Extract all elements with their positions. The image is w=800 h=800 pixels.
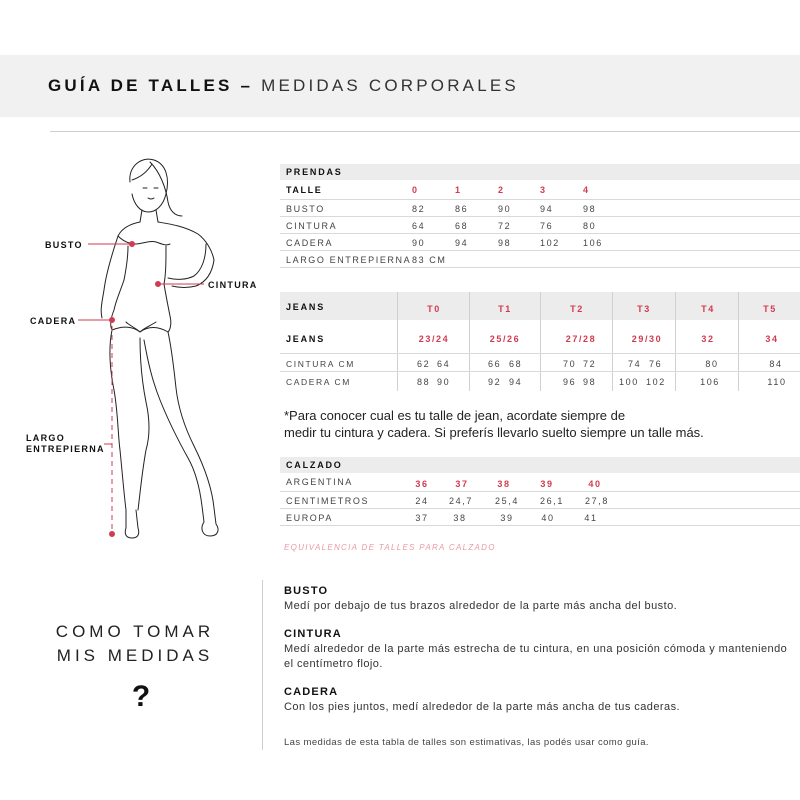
measure-title-cintura: CINTURA xyxy=(284,628,342,640)
prendas-cell: 90 xyxy=(412,238,426,248)
column-divider xyxy=(612,292,613,391)
prendas-cell: 68 xyxy=(455,221,469,231)
calzado-size: 39 xyxy=(540,479,554,489)
jeans-cell: 76 xyxy=(649,359,663,369)
vertical-divider xyxy=(262,580,263,750)
calzado-cell: 24 xyxy=(415,496,429,506)
jeans-cell: 68 xyxy=(509,359,523,369)
jeans-size: T2 xyxy=(570,304,584,314)
question-mark-icon: ? xyxy=(131,680,151,713)
measure-text-cintura: Medí alrededor de la parte más estrecha de tu cintura, en una posición cómoda y manteniendo el centímetro flojo. xyxy=(284,643,788,670)
prendas-cell: 72 xyxy=(498,221,512,231)
calzado-cell: 25,4 xyxy=(495,496,519,506)
label-cintura: CINTURA xyxy=(208,280,258,290)
jeans-value: 34 xyxy=(765,334,779,344)
jeans-cell: 88 xyxy=(417,377,431,387)
column-divider xyxy=(397,292,398,391)
calzado-cell: 26,1 xyxy=(540,496,564,506)
prendas-largo-label: LARGO ENTREPIERNA xyxy=(286,255,412,265)
prendas-cell: 106 xyxy=(583,238,603,248)
calzado-cell: 27,8 xyxy=(585,496,609,506)
label-largo xyxy=(26,433,105,455)
calzado-cell: 37 xyxy=(415,513,429,523)
jeans-value: 27/28 xyxy=(565,334,597,344)
row-divider xyxy=(280,250,800,251)
jeans-row-label: JEANS xyxy=(286,334,326,344)
jeans-cell: 72 xyxy=(583,359,597,369)
prendas-header: PRENDAS xyxy=(280,164,800,180)
prendas-cell: 82 xyxy=(412,204,426,214)
label-largo-line2: ENTREPIERNA xyxy=(26,444,105,454)
jeans-value: 25/26 xyxy=(489,334,521,344)
jeans-header-title: JEANS xyxy=(286,302,326,312)
calzado-size: 38 xyxy=(497,479,511,489)
how-line-2: MIS MEDIDAS xyxy=(56,646,214,665)
note-line-1: *Para conocer cual es tu talle de jean, acordate siempre de xyxy=(284,408,626,423)
column-divider xyxy=(738,292,739,391)
calzado-cell: 39 xyxy=(500,513,514,523)
jeans-cell: 94 xyxy=(509,377,523,387)
header-divider xyxy=(50,131,800,132)
prendas-row-label: BUSTO xyxy=(286,204,325,214)
row-divider xyxy=(280,199,800,200)
page-title xyxy=(48,76,519,96)
jeans-cintura-label: CINTURA CM xyxy=(286,359,355,369)
prendas-size: 2 xyxy=(498,185,505,195)
jeans-cell: 64 xyxy=(437,359,451,369)
jeans-cadera-label: CADERA CM xyxy=(286,377,351,387)
jeans-cell: 100 xyxy=(619,377,639,387)
jeans-size: T5 xyxy=(763,304,777,314)
prendas-cell: 76 xyxy=(540,221,554,231)
jeans-cell: 98 xyxy=(583,377,597,387)
prendas-size: 4 xyxy=(583,185,590,195)
calzado-row-label: ARGENTINA xyxy=(286,477,353,487)
jeans-size: T4 xyxy=(701,304,715,314)
prendas-largo-value: 83 CM xyxy=(412,255,447,265)
jeans-cell: 110 xyxy=(767,377,787,387)
label-busto: BUSTO xyxy=(45,240,83,250)
calzado-cell: 24,7 xyxy=(449,496,473,506)
jeans-cell: 66 xyxy=(488,359,502,369)
how-to-measure-title xyxy=(20,620,250,668)
jeans-cell: 106 xyxy=(700,377,720,387)
page-header xyxy=(0,55,800,117)
row-divider xyxy=(280,525,800,526)
prendas-size: 1 xyxy=(455,185,462,195)
calzado-cell: 40 xyxy=(541,513,555,523)
jeans-value: 32 xyxy=(701,334,715,344)
prendas-cell: 98 xyxy=(498,238,512,248)
row-divider xyxy=(280,508,800,509)
prendas-cell: 98 xyxy=(583,204,597,214)
label-largo-line1: LARGO xyxy=(26,433,65,443)
label-cadera: CADERA xyxy=(30,316,77,326)
measure-title-busto: BUSTO xyxy=(284,585,329,597)
prendas-cell: 80 xyxy=(583,221,597,231)
jeans-value: 29/30 xyxy=(631,334,663,344)
jeans-cell: 62 xyxy=(417,359,431,369)
jeans-size: T1 xyxy=(498,304,512,314)
calzado-cell: 41 xyxy=(584,513,598,523)
body-figure xyxy=(0,150,280,550)
prendas-cell: 102 xyxy=(540,238,560,248)
jeans-cell: 102 xyxy=(646,377,666,387)
prendas-cell: 94 xyxy=(540,204,554,214)
column-divider xyxy=(675,292,676,391)
jeans-cell: 84 xyxy=(769,359,783,369)
jeans-value: 23/24 xyxy=(418,334,450,344)
prendas-row-label: CADERA xyxy=(286,238,334,248)
calzado-row-label: EUROPA xyxy=(286,513,333,523)
title-bold: GUÍA DE TALLES – xyxy=(48,76,254,95)
row-divider xyxy=(280,371,800,372)
row-divider xyxy=(280,267,800,268)
prendas-cell: 86 xyxy=(455,204,469,214)
jeans-cell: 80 xyxy=(705,359,719,369)
row-divider xyxy=(280,353,800,354)
jeans-size: T3 xyxy=(637,304,651,314)
measure-title-cadera: CADERA xyxy=(284,686,339,698)
prendas-size-label: TALLE xyxy=(286,185,323,195)
calzado-header: CALZADO xyxy=(280,457,800,473)
calzado-size: 40 xyxy=(588,479,602,489)
woman-sketch-icon xyxy=(0,150,280,550)
jeans-cell: 96 xyxy=(563,377,577,387)
row-divider xyxy=(280,491,800,492)
jeans-cell: 70 xyxy=(563,359,577,369)
measure-text-cadera: Con los pies juntos, medí alrededor de la parte más ancha de tus caderas. xyxy=(284,701,681,713)
row-divider xyxy=(280,233,800,234)
title-light: MEDIDAS CORPORALES xyxy=(261,76,519,95)
footnote: Las medidas de esta tabla de talles son estimativas, las podés usar como guía. xyxy=(284,737,649,748)
prendas-cell: 94 xyxy=(455,238,469,248)
measure-text-busto: Medí por debajo de tus brazos alrededor de la parte más ancha del busto. xyxy=(284,600,678,612)
prendas-size: 3 xyxy=(540,185,547,195)
calzado-size: 36 xyxy=(415,479,429,489)
prendas-cell: 64 xyxy=(412,221,426,231)
column-divider xyxy=(540,292,541,391)
calzado-caption: EQUIVALENCIA DE TALLES PARA CALZADO xyxy=(284,543,496,552)
jeans-note xyxy=(284,407,784,441)
prendas-cell: 90 xyxy=(498,204,512,214)
note-line-2: medir tu cintura y cadera. Si preferís llevarlo suelto siempre un talle más. xyxy=(284,425,704,440)
jeans-cell: 92 xyxy=(488,377,502,387)
calzado-size: 37 xyxy=(455,479,469,489)
jeans-cell: 90 xyxy=(437,377,451,387)
row-divider xyxy=(280,216,800,217)
prendas-row-label: CINTURA xyxy=(286,221,338,231)
how-line-1: COMO TOMAR xyxy=(55,622,215,641)
jeans-size: T0 xyxy=(427,304,441,314)
column-divider xyxy=(469,292,470,391)
calzado-row-label: CENTIMETROS xyxy=(286,496,370,506)
jeans-cell: 74 xyxy=(628,359,642,369)
prendas-size: 0 xyxy=(412,185,419,195)
calzado-cell: 38 xyxy=(453,513,467,523)
